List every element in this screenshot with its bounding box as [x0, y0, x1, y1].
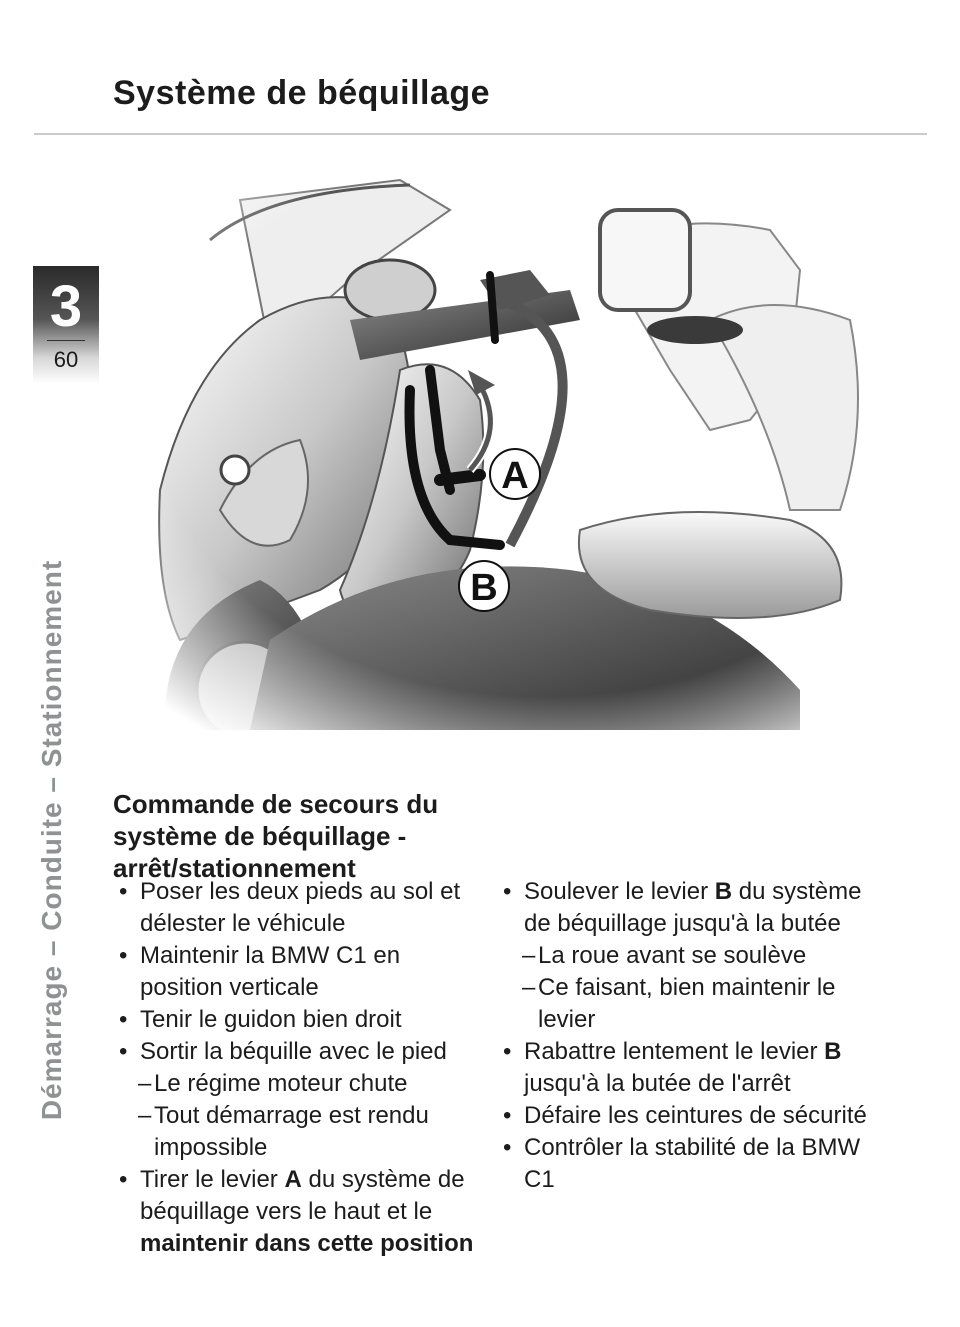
label-a-badge — [490, 449, 540, 499]
chapter-number: 3 — [49, 274, 83, 339]
dash: – — [522, 974, 536, 1001]
sub-list-item-text: Ce faisant, bien maintenir le levier — [538, 974, 836, 1033]
sub-list-item-text: Tout démarrage est rendu impossible — [154, 1102, 429, 1161]
instructions-left-column — [113, 876, 485, 1260]
sub-list-item-text: La roue avant se soulève — [538, 942, 807, 969]
bullet: • — [503, 1102, 512, 1129]
bullet: • — [119, 1166, 128, 1193]
chapter-side-label: Démarrage – Conduite – Stationnement — [36, 559, 67, 1121]
section-heading-line1: Commande de secours du — [113, 789, 439, 819]
dash: – — [138, 1070, 152, 1097]
dash: – — [138, 1102, 152, 1129]
sub-list-item — [113, 1068, 485, 1100]
dash: – — [522, 942, 536, 969]
list-item-text: du système de béquillage vers le haut et le — [140, 1166, 465, 1225]
instructions-right-column — [497, 876, 877, 1196]
list-item-text: Contrôler la stabilité de la BMW C1 — [524, 1134, 861, 1193]
lever-label-b: B — [824, 1038, 842, 1065]
label-a: A — [501, 455, 529, 497]
list-item — [113, 1004, 485, 1036]
sub-list-item — [497, 972, 877, 1036]
list-item — [113, 1164, 485, 1260]
bullet: • — [503, 1134, 512, 1161]
chapter-tab — [33, 266, 99, 384]
list-item-text: Maintenir la BMW C1 en position verticale — [140, 942, 401, 1001]
list-item — [497, 876, 877, 940]
bullet: • — [119, 942, 128, 969]
list-item-text: Poser les deux pieds au sol et délester le véhicule — [140, 878, 461, 937]
lever-label-a: A — [284, 1166, 302, 1193]
sub-list-item — [497, 940, 877, 972]
list-item-text: Défaire les ceintures de sécurité — [524, 1102, 867, 1129]
list-item-text: jusqu'à la butée de l'arrêt — [524, 1070, 791, 1097]
list-item-text: Tirer le levier — [140, 1166, 285, 1193]
list-item — [497, 1036, 877, 1100]
list-item — [497, 1132, 877, 1196]
list-item — [497, 1100, 877, 1132]
chapter-divider — [47, 340, 85, 341]
list-item-text: Rabattre lentement le levier — [524, 1038, 825, 1065]
list-item — [113, 876, 485, 940]
section-heading-line3: arrêt/stationnement — [113, 853, 356, 883]
bullet: • — [119, 878, 128, 905]
section-heading-line2: système de béquillage - — [113, 821, 407, 851]
bullet: • — [119, 1038, 128, 1065]
bullet: • — [119, 1006, 128, 1033]
bullet: • — [503, 878, 512, 905]
page-number: 60 — [53, 347, 79, 372]
title-divider — [34, 133, 927, 135]
bullet: • — [503, 1038, 512, 1065]
list-item-text: Soulever le levier — [524, 878, 715, 905]
section-heading — [113, 788, 493, 884]
list-item — [113, 1036, 485, 1068]
emphasis-text: maintenir dans cette position — [140, 1230, 474, 1257]
sub-list-item-text: Le régime moteur chute — [154, 1070, 408, 1097]
list-item-text: Sortir la béquille avec le pied — [140, 1038, 447, 1065]
scooter-illustration — [150, 170, 940, 730]
list-item — [113, 940, 485, 1004]
label-b-badge — [459, 561, 509, 611]
list-item-text: du système de béquillage jusqu'à la butée — [524, 878, 862, 937]
sub-list-item — [113, 1100, 485, 1164]
list-item-text: Tenir le guidon bien droit — [140, 1006, 402, 1033]
page-title: Système de béquillage — [113, 74, 491, 112]
label-b: B — [470, 567, 498, 609]
lever-label-b: B — [714, 878, 733, 905]
